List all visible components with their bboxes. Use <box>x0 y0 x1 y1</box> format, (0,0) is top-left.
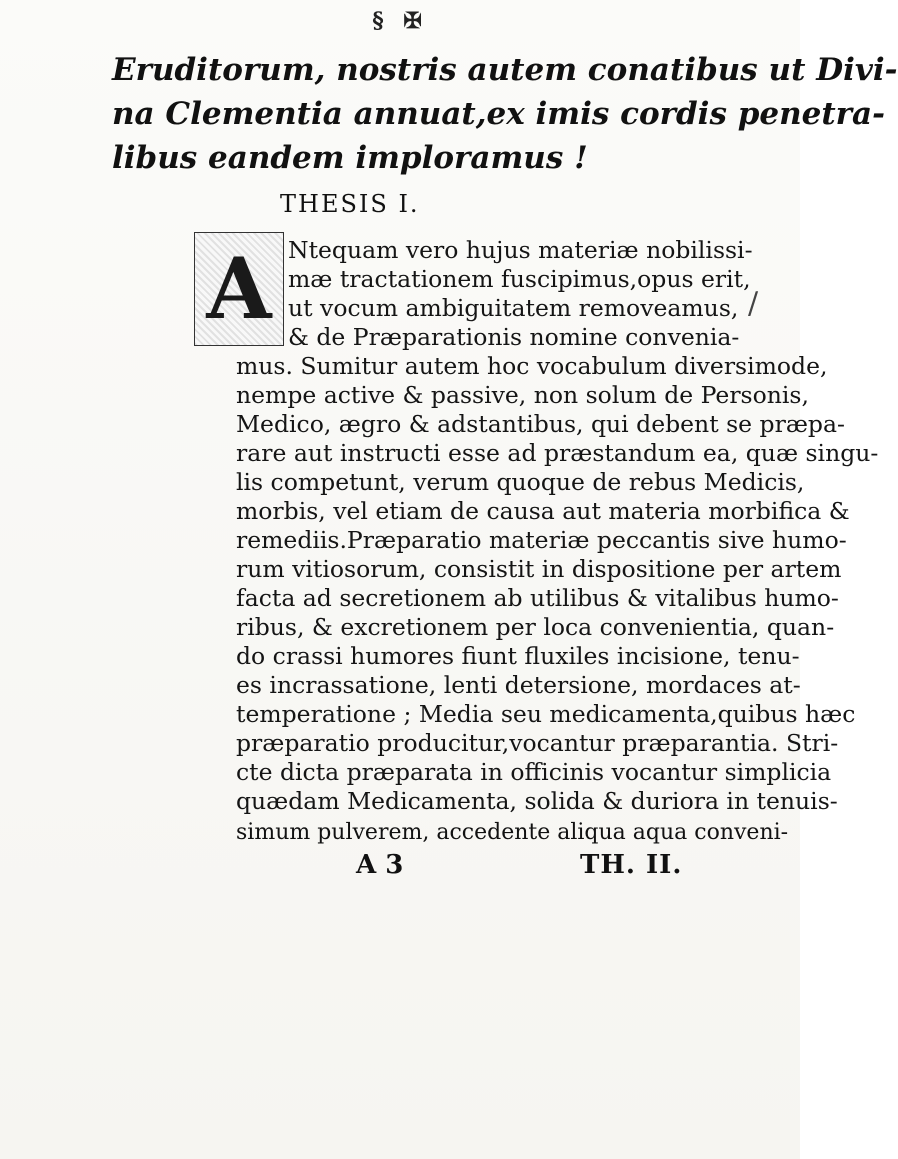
dedication-line: na Clementia annuat,ex imis cordis penetra- <box>112 96 885 132</box>
signature-mark: A 3 <box>356 850 404 880</box>
text-line: facta ad secretionem ab utilibus & vitalibus humo- <box>236 584 839 612</box>
text-line: es incrassatione, lenti detersione, mordaces at- <box>236 671 801 699</box>
text-line: Ntequam vero hujus materiæ nobilissi- <box>288 236 753 264</box>
text-line: quædam Medicamenta, solida & duriora in tenuis- <box>236 787 838 815</box>
text-line: cte dicta præparata in officinis vocantur simplicia <box>236 758 832 786</box>
text-line: rare aut instructi esse ad præstandum ea, quæ singu- <box>236 439 879 467</box>
text-line: ut vocum ambiguitatem removeamus, <box>288 294 739 322</box>
text-line: mus. Sumitur autem hoc vocabulum diversimode, <box>236 352 828 380</box>
margin-mark: / <box>748 286 759 321</box>
dedication-line: Eruditorum, nostris autem conatibus ut Divi- <box>112 52 898 88</box>
last-text-line: simum pulverem, accedente aliqua aqua conveni- <box>236 820 789 845</box>
text-line: lis competunt, verum quoque de rebus Medicis, <box>236 468 805 496</box>
section-heading: THESIS I. <box>280 190 420 218</box>
text-line: rum vitiosorum, consistit in dispositione per artem <box>236 555 842 583</box>
dedication-paragraph <box>112 48 898 180</box>
text-line: Medico, ægro & adstantibus, qui debent se præpa- <box>236 410 845 438</box>
text-line: do crassi humores fiunt fluxiles incisione, tenu- <box>236 642 800 670</box>
text-line: & de Præparationis nomine convenia- <box>288 323 740 351</box>
dedication-line: libus eandem imploramus ! <box>112 140 588 176</box>
catchword: TH. II. <box>580 850 683 880</box>
text-line: morbis, vel etiam de causa aut materia morbifica & <box>236 497 850 525</box>
page-ornament: § ✠ <box>372 8 428 34</box>
text-line: mæ tractationem fuscipimus,opus erit, <box>288 265 751 293</box>
text-line: ribus, & excretionem per loca convenientia, quan- <box>236 613 835 641</box>
text-line: temperatione ; Media seu medicamenta,quibus hæc <box>236 700 856 728</box>
initial-letter: A <box>195 233 283 345</box>
text-line: præparatio producitur,vocantur præparantia. Stri- <box>236 729 839 757</box>
text-line: remediis.Præparatio materiæ peccantis sive humo- <box>236 526 847 554</box>
text-line: nempe active & passive, non solum de Personis, <box>236 381 809 409</box>
decorated-initial <box>194 232 284 346</box>
